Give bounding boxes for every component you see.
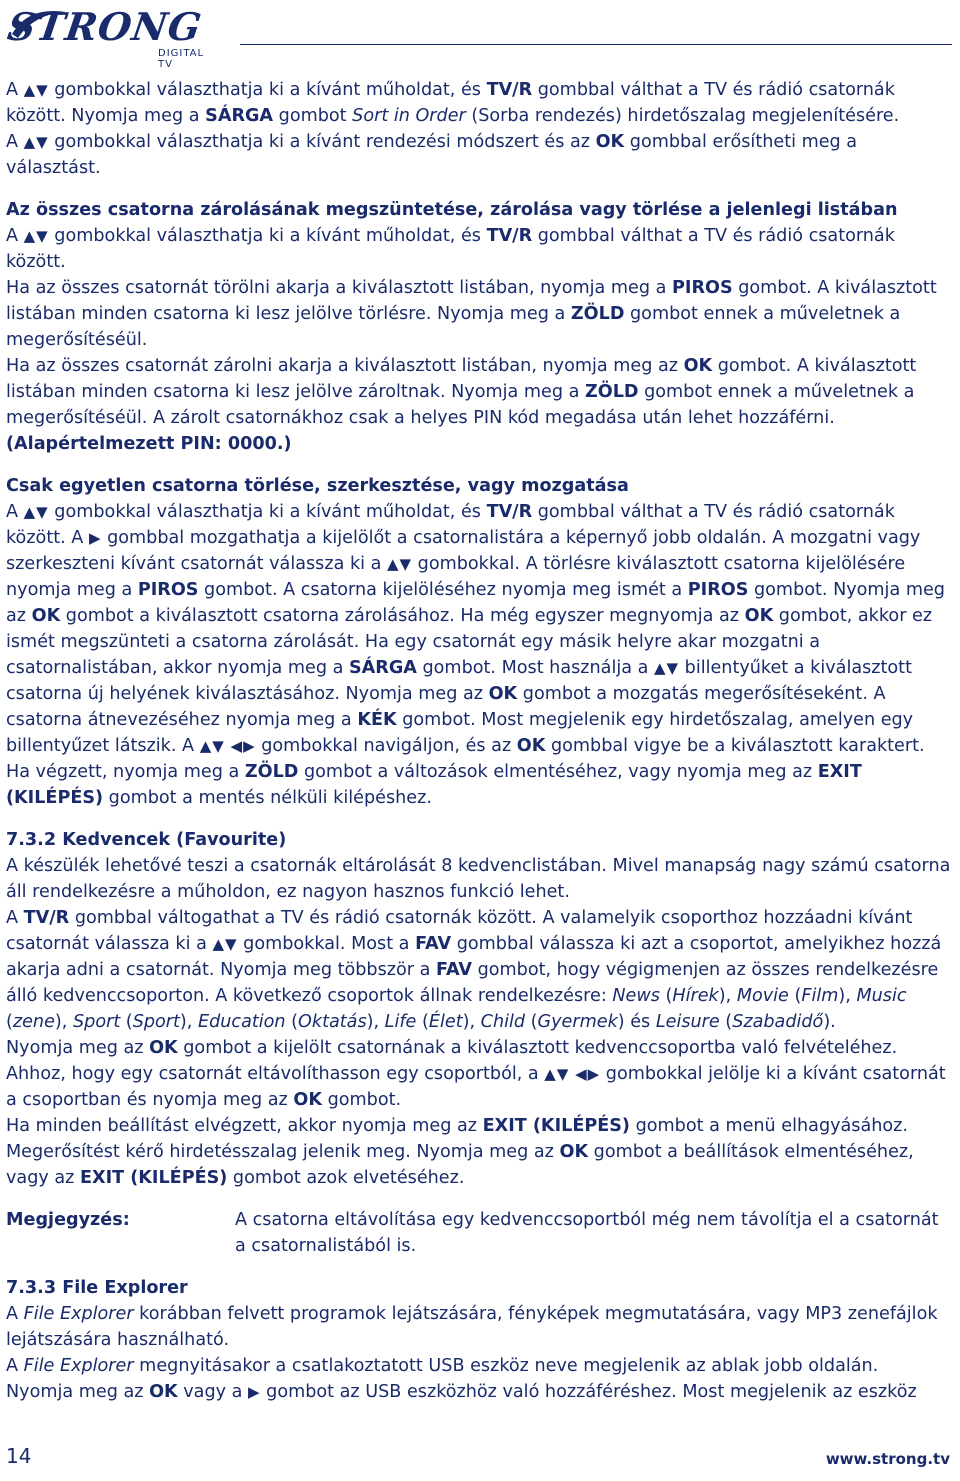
page-content [6, 77, 952, 1405]
up-down-arrows-icon: ▲▼ [23, 503, 49, 521]
up-down-arrows-icon: ▲▼ [23, 227, 49, 245]
footer-url: www.strong.tv [825, 1450, 950, 1468]
paragraph-favourite: A készülék lehetővé teszi a csatornák eltárolását 8 kedvenclistában. Mivel manapság nagy számú csatorna áll rendelkezésre a műholdon, ez nagyon hasznos funkció lehet. A TV/R gombbal váltogathat a TV és rádió csatornák között. A valamelyik csoporthoz hozzáadni kívánt csatornát válassza ki a ▲▼ gombokkal. Most a FAV gombbal válassza ki azt a csoportot, amelyikhez hozzá akarja adni a csatornát. Nyomja meg többször a FAV gombot, hogy végigmenjen az összes rendelkezésre álló kedvenccsoporton. A következő csoportok állnak rendelkezésre: News (Hírek), Movie (Film), Music (zene), Sport (Sport), Education (Oktatás), Life (Élet), Child (Gyermek) és Leisure (Szabadidő). Nyomja meg az OK gombot a kijelölt csatornának a kiválasztott kedvenccsoportba való felvételéhez. Ahhoz, hogy egy csatornát eltávolíthasson egy csoportból, a ▲▼ ◀▶ gombokkal jelölje ki a kívánt csatornát a csoportban és nyomja meg az OK gombot. Ha minden beállítást elvégzett, akkor nyomja meg az EXIT (KILÉPÉS) gombot a menü elhagyásához. Megerősítést kérő hirdetésszalag jelenik meg. Nyomja meg az OK gombot a beállítások elmentéséhez, vagy az EXIT (KILÉPÉS) gombot azok elvetéséhez. [6, 856, 951, 1188]
navigation-arrows-icon: ▲▼ ◀▶ [544, 1065, 601, 1083]
up-down-arrows-icon: ▲▼ [23, 133, 49, 151]
section-heading-file-explorer: 7.3.3 File Explorer [6, 1278, 188, 1298]
header-divider [240, 44, 952, 45]
up-down-arrows-icon: ▲▼ [653, 659, 680, 677]
right-arrow-icon: ▶ [248, 1383, 261, 1401]
section-heading-single-channel: Csak egyetlen csatorna törlése, szerkesztése, vagy mozgatása [6, 476, 629, 496]
logo-wordmark: STRONG [4, 4, 205, 49]
up-down-arrows-icon: ▲▼ [387, 555, 413, 573]
logo-subtitle: DIGITAL TV [158, 48, 205, 70]
paragraph-single-channel: A ▲▼ gombokkal választhatja ki a kívánt műholdat, és TV/R gombbal válthat a TV és rádió csatornák között. A ▶ gombbal mozgathatja a kijelölőt a csatornalistára a képernyő jobb oldalán. A mozgatni vagy szerkeszteni kívánt csatornát válassza ki a ▲▼ gombokkal. A törlésre kiválasztott csatorna kijelölésére nyomja meg a PIROS gombot. A csatorna kijelöléséhez nyomja meg ismét a PIROS gombot. Nyomja meg az OK gombot a kiválasztott csatorna zárolásához. Ha még egyszer megnyomja az OK gombot, akkor ez ismét megszünteti a csatorna zárolását. Ha egy csatornát egy másik helyre akar mozgatni a csatornalistában, akkor nyomja meg a SÁRGA gombot. Most használja a ▲▼ billentyűket a kiválasztott csatorna új helyének kiválasztásához. Nyomja meg az OK gombot a mozgatás megerősítéseként. A csatorna átnevezéséhez nyomja meg a KÉK gombot. Most megjelenik egy hirdetőszalag, amelyen egy billentyűzet látszik. A ▲▼ ◀▶ gombokkal navigáljon, és az OK gombbal vigye be a kiválasztott karaktert. Ha végzett, nyomja meg a ZÖLD gombot a változások elmentéséhez, vagy nyomja meg az EXIT (KILÉPÉS) gombot a mentés nélküli kilépéshez. [6, 502, 945, 808]
up-down-arrows-icon: ▲▼ [23, 81, 49, 99]
page-number: 14 [6, 1444, 32, 1468]
right-arrow-icon: ▶ [88, 529, 102, 547]
section-heading-lock-all: Az összes csatorna zárolásának megszüntetése, zárolása vagy törlése a jelenlegi listában [6, 200, 898, 220]
strong-logo [4, 4, 218, 70]
paragraph-lock-all: A ▲▼ gombokkal választhatja ki a kívánt műholdat, és TV/R gombbal válthat a TV és rádió csatornák között. Ha az összes csatornát törölni akarja a kiválasztott listában, nyomja meg a PIROS gombot. A kiválasztott listában minden csatorna ki lesz jelölve törlésre. Nyomja meg a ZÖLD gombot ennek a műveletnek a megerősítéséül. Ha az összes csatornát zárolni akarja a kiválasztott listában, nyomja meg az OK gombot. A kiválasztott listában minden csatorna ki lesz jelölve zároltnak. Nyomja meg a ZÖLD gombot ennek a műveletnek a megerősítéséül. A zárolt csatornákhoz csak a helyes PIN kód megadása után lehet hozzáférni. (Alapértelmezett PIN: 0000.) [6, 226, 937, 454]
note-label: Megjegyzés: [6, 1210, 130, 1230]
section-heading-favourite: 7.3.2 Kedvencek (Favourite) [6, 830, 287, 850]
note-block [6, 1207, 952, 1259]
page-header [0, 0, 960, 70]
paragraph-sort: A ▲▼ gombokkal választhatja ki a kívánt műholdat, és TV/R gombbal válthat a TV és rádió csatornák között. Nyomja meg a SÁRGA gombot Sort in Order (Sorba rendezés) hirdetőszalag megjelenítésére. A ▲▼ gombokkal választhatja ki a kívánt rendezési módszert és az OK gombbal erősítheti meg a választást. [6, 80, 900, 178]
up-down-arrows-icon: ▲▼ [212, 935, 238, 953]
note-text: A csatorna eltávolítása egy kedvenccsoportból még nem távolítja el a csatornát a csatornalistából is. [235, 1210, 939, 1256]
paragraph-file-explorer: A File Explorer korábban felvett programok lejátszására, fényképek megmutatására, vagy MP3 zenefájlok lejátszására használható. A File Explorer megnyitásakor a csatlakoztatott USB eszköz neve megjelenik az ablak jobb oldalán. Nyomja meg az OK vagy a ▶ gombot az USB eszközhöz való hozzáféréshez. Most megjelenik az eszköz [6, 1304, 938, 1402]
navigation-arrows-icon: ▲▼ ◀▶ [199, 737, 256, 755]
